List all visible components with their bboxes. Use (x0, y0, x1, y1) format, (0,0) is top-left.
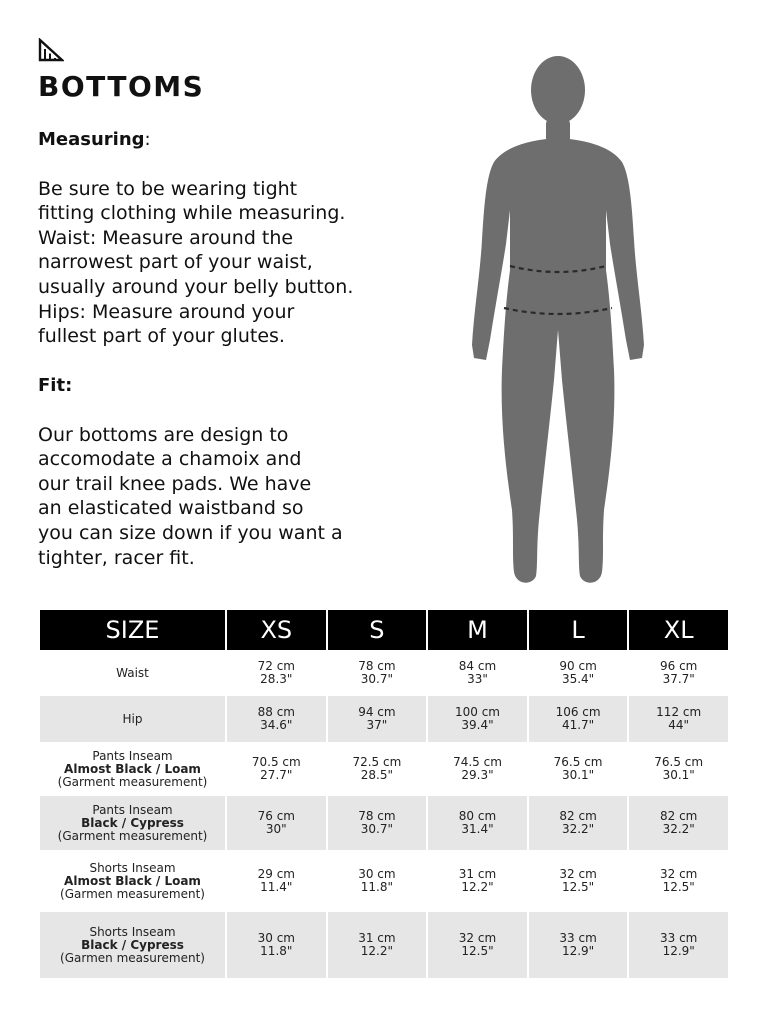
row-label: Shorts Inseam Black / Cypress (Garmen measurement) (40, 912, 225, 978)
table-cell: 94 cm 37" (328, 696, 427, 742)
size-chart-table (38, 610, 730, 978)
fit-line: tighter, racer fit. (38, 546, 195, 569)
row-label: Hip (40, 696, 225, 742)
table-cell: 76 cm 30" (227, 796, 326, 850)
fit-section (38, 374, 398, 570)
table-row-pants-inseam-black-cypress (40, 796, 728, 850)
table-cell: 32 cm 12.5" (559, 867, 597, 894)
measuring-line: Hips: Measure around your (38, 300, 295, 323)
fit-line: our trail knee pads. We have (38, 472, 312, 495)
table-cell: 84 cm 33" (458, 659, 497, 686)
measuring-line: Waist: Measure around the (38, 226, 294, 249)
table-cell: 76.5 cm 30.1" (553, 755, 603, 782)
table-cell: 76.5 cm 30.1" (654, 755, 704, 782)
measuring-line: fitting clothing while measuring. (38, 202, 346, 225)
table-cell: 78 cm 30.7" (358, 659, 396, 686)
table-cell: 70.5 cm 27.7" (251, 755, 301, 782)
measuring-heading: Measuring: (38, 129, 151, 150)
table-cell: 96 cm 37.7" (660, 659, 698, 686)
size-header-cell: S (328, 610, 427, 650)
row-label: Pants Inseam Black / Cypress (Garment measurement) (40, 796, 225, 850)
measuring-section (38, 128, 398, 349)
fit-line: accomodate a chamoix and (38, 448, 302, 471)
table-cell: 31 cm 12.2" (458, 867, 497, 894)
size-header-cell: XS (227, 610, 326, 650)
table-cell: 82 cm 32.2" (529, 796, 628, 850)
row-label: Shorts Inseam Almost Black / Loam (Garmen measurement) (60, 860, 205, 901)
table-cell: 90 cm 35.4" (559, 659, 597, 686)
fit-line: an elasticated waistband so (38, 497, 304, 520)
size-header-cell: M (428, 610, 527, 650)
table-cell: 78 cm 30.7" (328, 796, 427, 850)
page-title: BOTTOMS (38, 70, 205, 103)
row-label: Pants Inseam Almost Black / Loam (Garment measurement) (57, 748, 208, 789)
table-row-waist (40, 650, 728, 696)
table-cell: 106 cm 41.7" (529, 696, 628, 742)
triangle-stripes-logo-icon (38, 38, 64, 62)
row-label: Waist (116, 665, 149, 680)
size-header-cell: SIZE (40, 610, 225, 650)
table-cell: 100 cm 39.4" (428, 696, 527, 742)
size-header-cell: XL (629, 610, 728, 650)
measuring-line: narrowest part of your waist, (38, 251, 313, 274)
table-row-shorts-inseam-almost-black (40, 850, 728, 912)
table-cell: 32 cm 12.5" (428, 912, 527, 978)
table-cell: 32 cm 12.5" (660, 867, 698, 894)
table-cell: 74.5 cm 29.3" (453, 755, 502, 782)
table-cell: 29 cm 11.4" (257, 867, 295, 894)
table-cell: 82 cm 32.2" (629, 796, 728, 850)
fit-line: you can size down if you want a (38, 521, 343, 544)
table-cell: 112 cm 44" (629, 696, 728, 742)
table-cell: 72 cm 28.3" (257, 659, 295, 686)
table-cell: 88 cm 34.6" (227, 696, 326, 742)
size-header-cell: L (529, 610, 628, 650)
size-header-row (40, 610, 728, 650)
table-cell: 33 cm 12.9" (629, 912, 728, 978)
measuring-line: fullest part of your glutes. (38, 325, 285, 348)
fit-heading: Fit: (38, 375, 73, 396)
table-cell: 80 cm 31.4" (428, 796, 527, 850)
table-cell: 72.5 cm 28.5" (352, 755, 402, 782)
table-cell: 33 cm 12.9" (529, 912, 628, 978)
table-row-hip (40, 696, 728, 742)
measuring-line: usually around your belly button. (38, 275, 354, 298)
table-cell: 30 cm 11.8" (227, 912, 326, 978)
measuring-line: Be sure to be wearing tight (38, 177, 298, 200)
table-row-shorts-inseam-black-cypress (40, 912, 728, 978)
body-silhouette-figure (466, 40, 651, 590)
fit-line: Our bottoms are design to (38, 423, 289, 446)
table-row-pants-inseam-almost-black (40, 742, 728, 796)
table-cell: 31 cm 12.2" (328, 912, 427, 978)
table-cell: 30 cm 11.8" (358, 867, 396, 894)
